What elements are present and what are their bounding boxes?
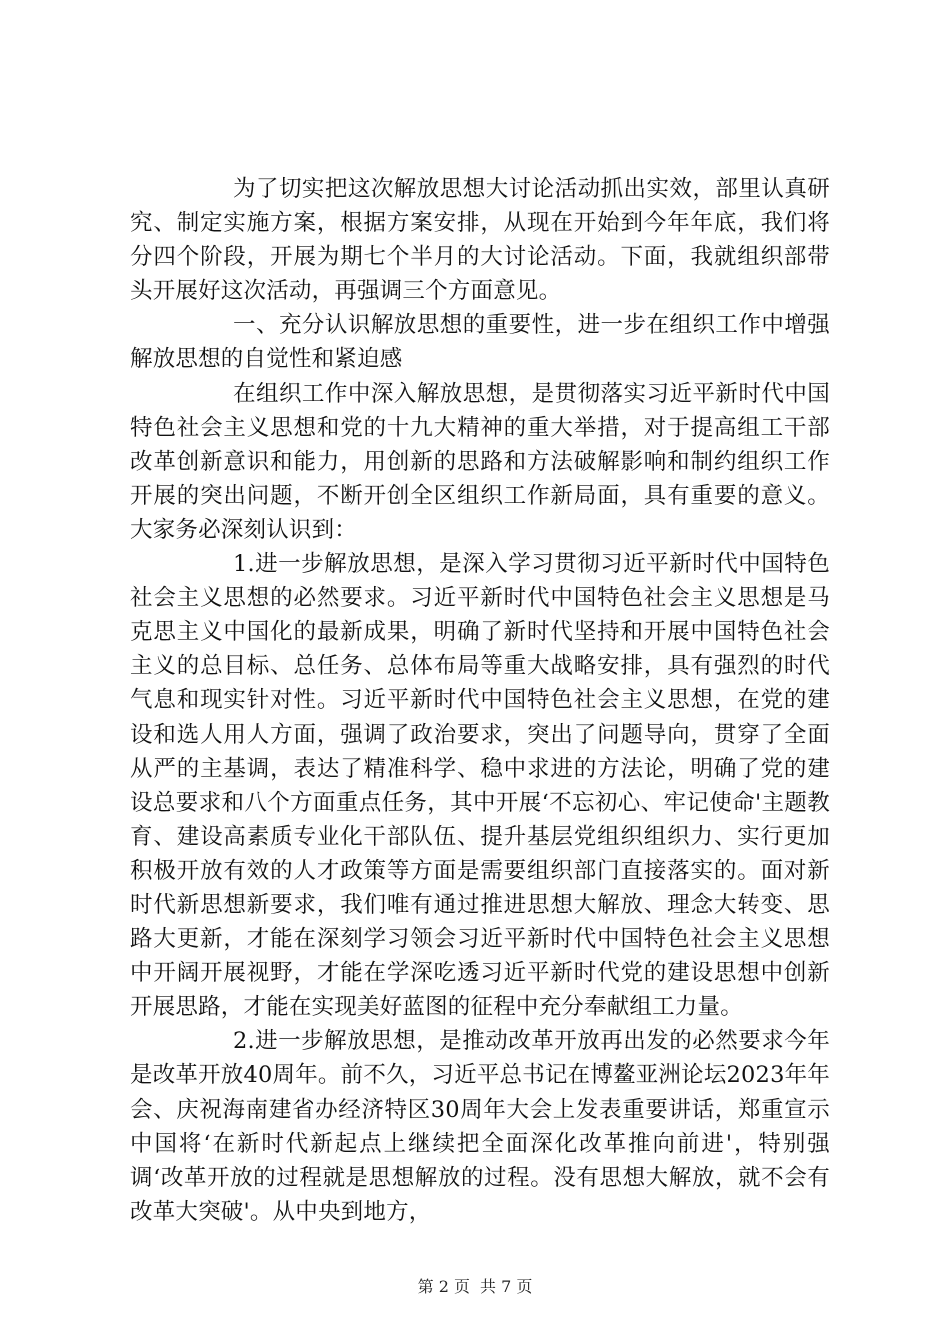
paragraph-point-1: 1.进一步解放思想，是深入学习贯彻习近平新时代中国特色社会主义思想的必然要求。习近平新时代中国特色社会主义思想是马克思主义中国化的最新成果，明确了新时代坚持和开展中国特色社会主义的总目标、总任务、总体布局等重大战略安排，具有强烈的时代气息和现实针对性。习近平新时代中国特色社会主义思想，在党的建设和选人用人方面，强调了政治要求，突出了问题导向，贯穿了全面从严的主基调，表达了精准科学、稳中求进的方法论，明确了党的建设总要求和八个方面重点任务，其中开展‘不忘初心、牢记使命'主题教育、建设高素质专业化干部队伍、提升基层党组织组织力、实行更加积极开放有效的人才政策等方面是需要组织部门直接落实的。面对新时代新思想新要求，我们唯有通过推进思想大解放、理念大转变、思路大更新，才能在深刻学习领会习近平新时代中国特色社会主义思想中开阔开展视野，才能在学深吃透习近平新时代党的建设思想中创新开展思路，才能在实现美好蓝图的征程中充分奉献组工力量。 — [130, 551, 830, 1021]
page-footer — [0, 1274, 950, 1297]
paragraph-section-1: 在组织工作中深入解放思想，是贯彻落实习近平新时代中国特色社会主义思想和党的十九大精神的重大举措，对于提高组工干部改革创新意识和能力，用创新的思路和方法破解影响和制约组织工作开展的突出问题，不断开创全区组织工作新局面，具有重要的意义。大家务必深刻认识到： — [130, 380, 830, 543]
page-total: 共 7 页 — [480, 1277, 533, 1296]
page-number: 第 2 页 — [417, 1277, 470, 1296]
paragraph-point-2: 2.进一步解放思想，是推动改革开放再出发的必然要求今年是改革开放40周年。前不久，习近平总书记在博鳌亚洲论坛2023年年会、庆祝海南建省办经济特区30周年大会上发表重要讲话，郑重宣示中国将‘在新时代新起点上继续把全面深化改革推向前进'，特别强调‘改革开放的过程就是思想解放的过程。没有思想大解放，就不会有改革大突破'。从中央到地方， — [130, 1028, 830, 1225]
section-heading-1: 一、充分认识解放思想的重要性，进一步在组织工作中增强解放思想的自觉性和紧迫感 — [130, 312, 830, 373]
document-body — [130, 172, 830, 1229]
paragraph-intro: 为了切实把这次解放思想大讨论活动抓出实效，部里认真研究、制定实施方案，根据方案安排，从现在开始到今年年底，我们将分四个阶段，开展为期七个半月的大讨论活动。下面，我就组织部带头开展好这次活动，再强调三个方面意见。 — [130, 176, 830, 305]
